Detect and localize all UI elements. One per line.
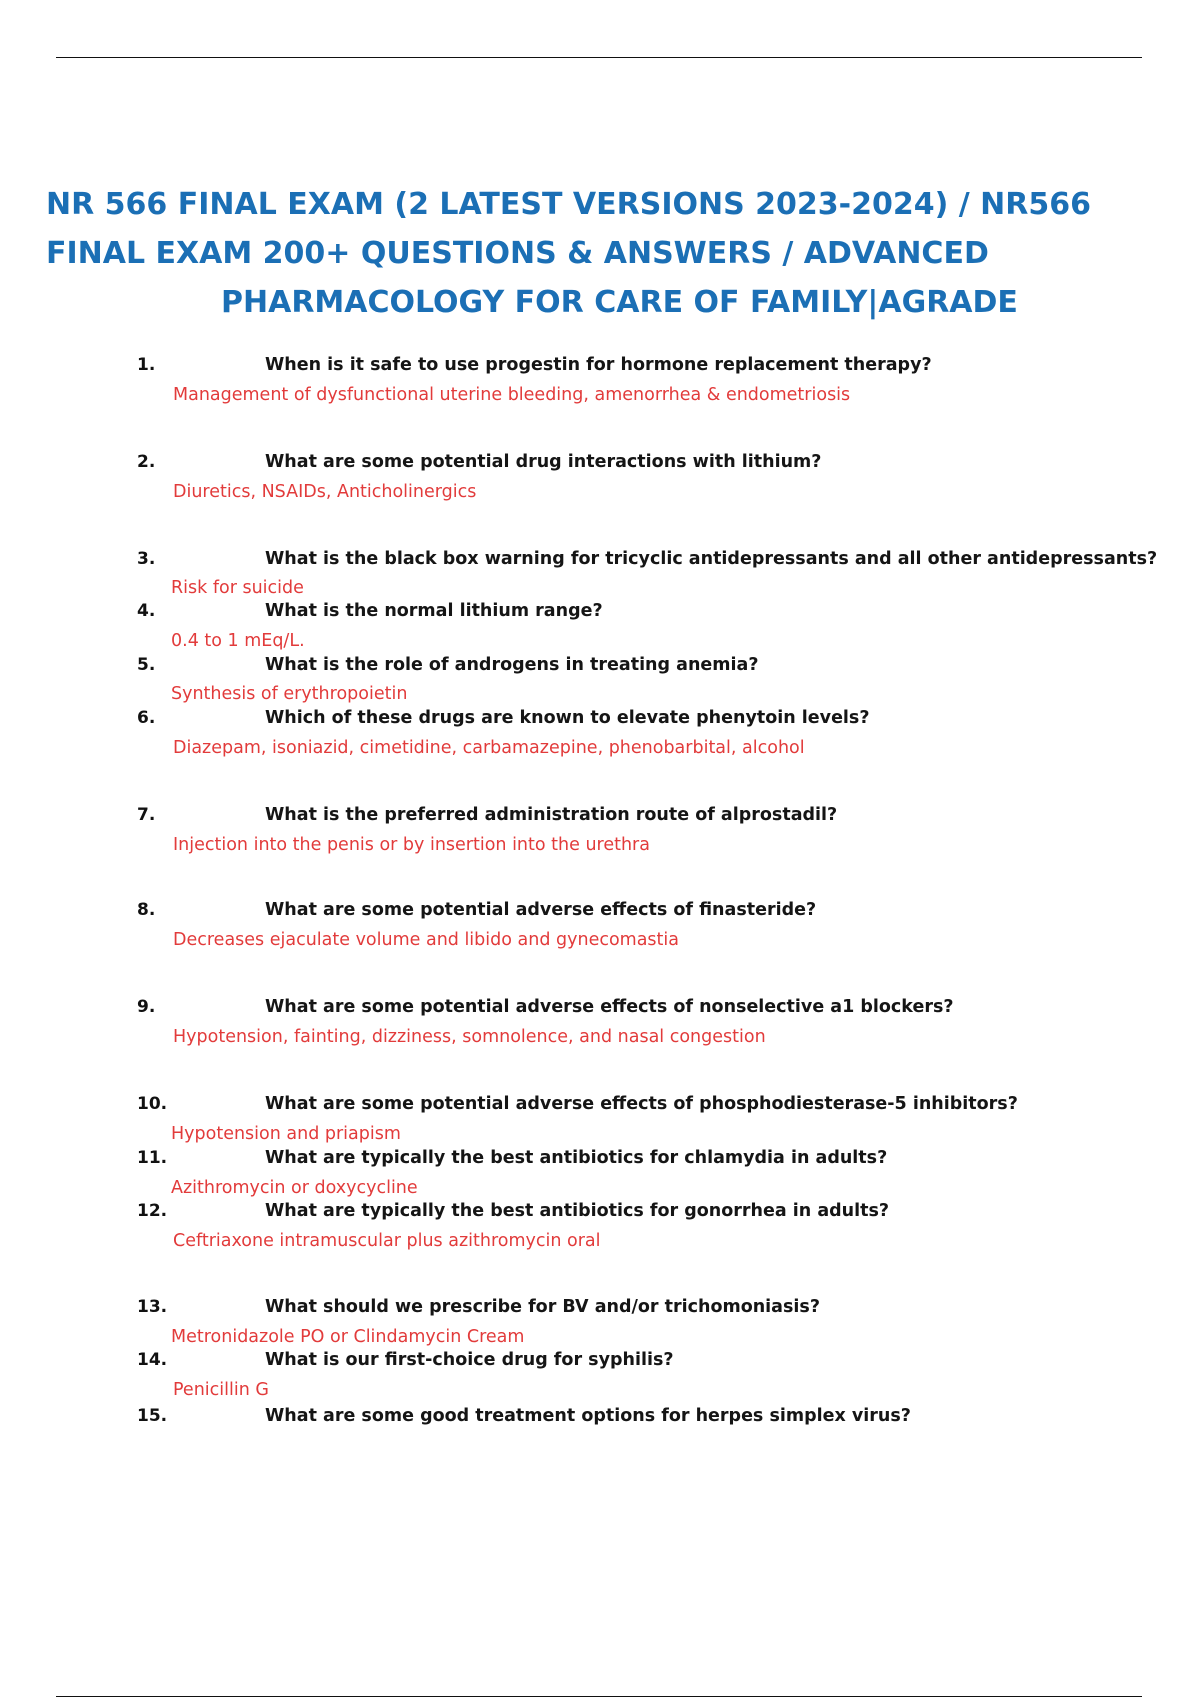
question-number: 12.	[137, 1201, 168, 1221]
question-number: 2.	[137, 452, 156, 472]
question-number: 6.	[137, 708, 156, 728]
question-text: What is the role of androgens in treating anemia?	[265, 655, 759, 675]
answer-text: Decreases ejaculate volume and libido and gynecomastia	[173, 930, 679, 950]
answer-text: Metronidazole PO or Clindamycin Cream	[171, 1327, 525, 1347]
answer-text: Azithromycin or doxycycline	[171, 1178, 418, 1198]
question-number: 5.	[137, 655, 156, 675]
answer-text: Synthesis of erythropoietin	[171, 684, 408, 704]
question-number: 13.	[137, 1297, 168, 1317]
question-text: What are some potential drug interactions with lithium?	[265, 452, 822, 472]
question-number: 14.	[137, 1350, 168, 1370]
answer-text: Injection into the penis or by insertion into the urethra	[173, 835, 650, 855]
question-text: When is it safe to use progestin for hormone replacement therapy?	[265, 355, 932, 375]
answer-text: Diuretics, NSAIDs, Anticholinergics	[173, 482, 477, 502]
question-number: 4.	[137, 601, 156, 621]
question-text: What is the preferred administration route of alprostadil?	[265, 805, 838, 825]
answer-text: 0.4 to 1 mEq/L.	[171, 631, 305, 651]
question-text: What are some potential adverse effects of finasteride?	[265, 900, 817, 920]
question-text: What is the black box warning for tricyclic antidepressants and all other antidepressants?	[265, 549, 1158, 569]
question-number: 3.	[137, 549, 156, 569]
question-number: 8.	[137, 900, 156, 920]
bottom-rule	[56, 1696, 1142, 1697]
answer-text: Hypotension, fainting, dizziness, somnolence, and nasal congestion	[173, 1027, 766, 1047]
question-number: 9.	[137, 997, 156, 1017]
question-number: 15.	[137, 1406, 168, 1426]
answer-text: Management of dysfunctional uterine bleeding, amenorrhea & endometriosis	[173, 385, 851, 405]
question-text: What are some good treatment options for herpes simplex virus?	[265, 1406, 911, 1426]
question-number: 10.	[137, 1094, 168, 1114]
question-text: What are some potential adverse effects of phosphodiesterase-5 inhibitors?	[265, 1094, 1018, 1114]
top-rule	[56, 57, 1142, 58]
answer-text: Hypotension and priapism	[171, 1124, 401, 1144]
title-line-3: PHARMACOLOGY FOR CARE OF FAMILY|AGRADE	[221, 285, 1018, 320]
document-title	[46, 180, 1091, 327]
question-text: What should we prescribe for BV and/or trichomoniasis?	[265, 1297, 820, 1317]
question-text: What is our first-choice drug for syphilis?	[265, 1350, 674, 1370]
answer-text: Diazepam, isoniazid, cimetidine, carbamazepine, phenobarbital, alcohol	[173, 738, 805, 758]
question-number: 1.	[137, 355, 156, 375]
question-text: Which of these drugs are known to elevate phenytoin levels?	[265, 708, 870, 728]
question-text: What is the normal lithium range?	[265, 601, 603, 621]
question-number: 7.	[137, 805, 156, 825]
question-text: What are typically the best antibiotics for chlamydia in adults?	[265, 1148, 888, 1168]
question-text: What are typically the best antibiotics for gonorrhea in adults?	[265, 1201, 890, 1221]
answer-text: Ceftriaxone intramuscular plus azithromycin oral	[173, 1231, 601, 1251]
title-line-1: NR 566 FINAL EXAM (2 LATEST VERSIONS 2023-2024) / NR566	[46, 187, 1091, 222]
answer-text: Penicillin G	[173, 1380, 269, 1400]
question-text: What are some potential adverse effects of nonselective a1 blockers?	[265, 997, 954, 1017]
question-number: 11.	[137, 1148, 168, 1168]
title-line-2: FINAL EXAM 200+ QUESTIONS & ANSWERS / ADVANCED	[46, 236, 989, 271]
answer-text: Risk for suicide	[171, 578, 304, 598]
